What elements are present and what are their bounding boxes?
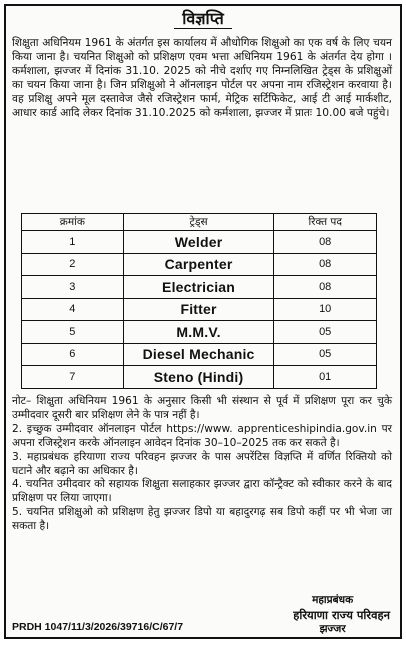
header-vacancies: रिक्त पद [274, 214, 377, 231]
row-serial: 6 [22, 343, 124, 366]
signer-designation: महाप्रबंधक [312, 594, 354, 606]
table-row [22, 366, 377, 389]
signer-location: झज्जर [319, 623, 346, 635]
row-serial: 5 [22, 321, 124, 344]
header-trade: ट्रेड्स [123, 214, 274, 231]
table-row [22, 298, 377, 321]
table-row [22, 321, 377, 344]
row-vacancies: 10 [274, 298, 377, 321]
row-trade: Carpenter [123, 253, 274, 276]
row-vacancies: 08 [274, 253, 377, 276]
table-row [22, 276, 377, 299]
row-serial: 2 [22, 253, 124, 276]
note-item: नोट– शिक्षुता अधिनियम 1961 के अनुसार किसी भी संस्थान से पूर्व में प्रशिक्षण पूरा कर चुके उम्मीदवार दूसरी बार प्रशिक्षण लेने के पात्र नहीं है। [12, 395, 392, 421]
note-item: 4. चयनित उमीदवार को सहायक शिक्षुता सलाहकार झज्जर द्वारा कॉन्ट्रैक्ट को स्वीकार करने के बाद प्रशिक्षण पर लिया जाएगा। [12, 478, 392, 505]
table-row [22, 343, 377, 366]
row-serial: 1 [22, 231, 124, 254]
notes-section [12, 395, 392, 534]
row-serial: 3 [22, 276, 124, 299]
row-trade: Welder [123, 231, 274, 254]
row-trade: Diesel Mechanic [123, 343, 274, 366]
signer-organization: हरियाणा राज्य परिवहन [293, 607, 390, 622]
table-header-row [22, 214, 377, 231]
row-trade: Fitter [123, 298, 274, 321]
row-vacancies: 01 [274, 366, 377, 389]
signature-block [293, 593, 390, 637]
row-trade: Steno (Hindi) [123, 366, 274, 389]
trades-table [21, 213, 377, 389]
row-vacancies: 08 [274, 231, 377, 254]
notice-page [4, 4, 402, 639]
row-serial: 4 [22, 298, 124, 321]
row-vacancies: 05 [274, 343, 377, 366]
table-row [22, 231, 377, 254]
reference-number: PRDH 1047/11/3/2026/39716/C/67/7 [12, 621, 184, 633]
title-area [6, 6, 400, 31]
note-item: 5. चयनित प्रशिक्षुओ को प्रशिक्षण हेतु झज्जर डिपो या बहादुरगढ़ सब डिपो कहीं पर भी भेजा जा सकता है। [12, 506, 392, 533]
note-item: 2. इच्छुक उम्मीदवार ऑनलाइन पोर्टल https://www. apprenticeshipindia.gov.in पर अपना रजिस्ट्रेशन करके ऑनलाइन आवेदन दिनांक 30–10–2025 तक कर सकते है। [12, 422, 392, 449]
note-item: 3. महाप्रबंधक हरियाणा राज्य परिवहन झज्जर के पास अपरेंटिस विज्ञप्ति में वर्णित रिक्तियो को घटाने और बढ़ाने का अधिकार है। [12, 450, 392, 477]
row-vacancies: 05 [274, 321, 377, 344]
row-serial: 7 [22, 366, 124, 389]
table-row [22, 253, 377, 276]
header-serial: क्रमांक [22, 214, 124, 231]
row-vacancies: 08 [274, 276, 377, 299]
row-trade: M.M.V. [123, 321, 274, 344]
row-trade: Electrician [123, 276, 274, 299]
notice-title: विज्ञप्ति [174, 10, 232, 29]
intro-paragraph: शिक्षुता अधिनियम 1961 के अंतर्गत इस कार्यालय में औधोगिक शिक्षुओ का एक वर्ष के लिए चयन किया जाना है। चयनित शिक्षुओ को प्रशिक्षण एवम भत्ता अधिनियम 1961 के अंतर्गत देय होगा । कर्मशाला, झज्जर में दिनांक 31.10. 2025 को नीचे दर्शाए गए निम्नलिखित ट्रेड्स के प्रशिक्षुओं का चयन किया जाना है। जिन प्रशिक्षुओ ने ऑनलाइन पोर्टल पर अपना नाम रजिस्ट्रेशन करवाया है। वह प्रशिक्षु अपने मूल दस्तावेज जैसे रजिस्ट्रेशन फार्म, मेट्रिक सर्टिफिकेट, आई टी आई मार्कशीट, आधार कार्ड आदि लेकर दिनांक 31.10.2025 को कर्मशाला, झज्जर में प्रातः 10.00 बजे पहुंचे। [12, 36, 392, 120]
